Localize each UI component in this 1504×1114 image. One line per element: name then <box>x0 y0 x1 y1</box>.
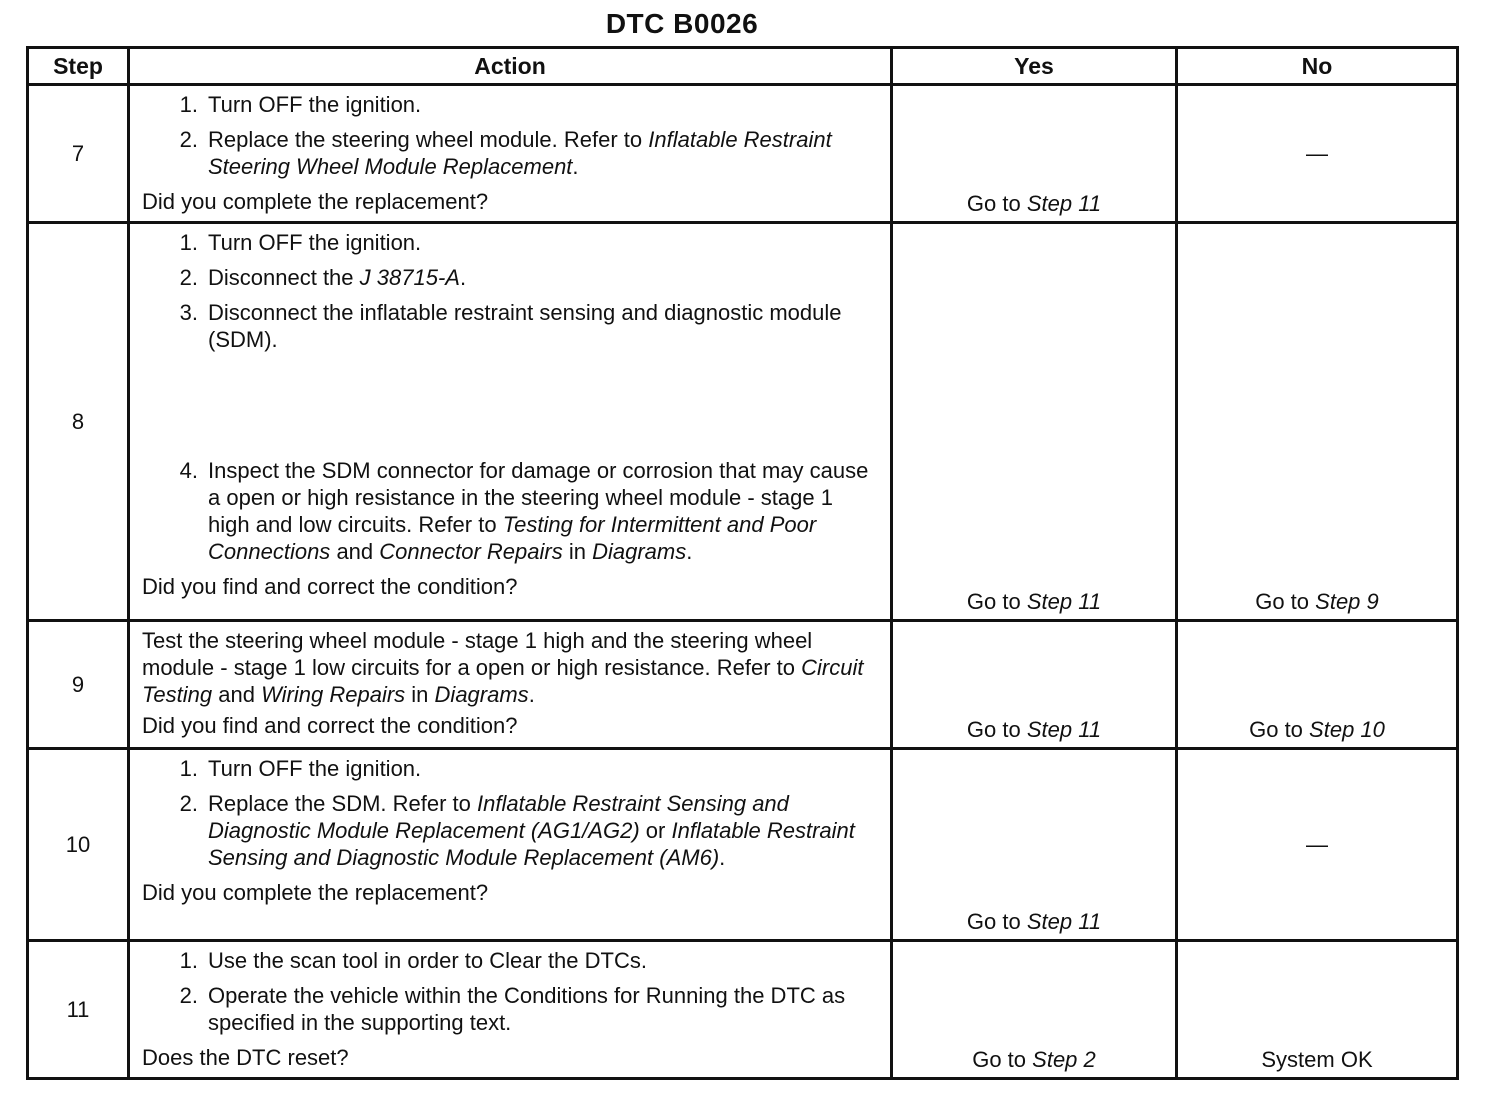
step-number: 11 <box>28 941 129 1079</box>
step-number: 10 <box>28 749 129 941</box>
yes-cell: Go to Step 11 <box>892 749 1177 941</box>
goto-link[interactable]: Step 11 <box>1026 589 1102 614</box>
tool-reference[interactable]: J 38715-A <box>359 265 460 290</box>
reference-link[interactable]: Diagrams <box>592 539 687 564</box>
question: Does the DTC reset? <box>142 1045 349 1070</box>
table-row <box>28 621 1458 749</box>
list-item: 2. Disconnect the J 38715-A. <box>179 265 467 290</box>
reference-link[interactable]: Connector Repairs <box>379 539 563 564</box>
action-cell <box>129 749 892 941</box>
list-item: 1. Turn OFF the ignition. <box>179 230 422 255</box>
diagnostic-table <box>26 46 1459 1080</box>
no-cell: System OK <box>1177 941 1458 1079</box>
header-no: No <box>1177 48 1458 85</box>
reference-link[interactable]: Inflatable Restraint Sensing and Diagnostic Module Replacement (AG1/AG2) <box>208 791 789 843</box>
action-cell <box>129 941 892 1079</box>
reference-link[interactable]: Circuit Testing <box>142 655 864 707</box>
list-item: 3. Disconnect the inflatable restraint sensing and diagnostic module (SDM). <box>179 300 842 352</box>
no-cell: — <box>1177 749 1458 941</box>
header-action: Action <box>129 48 892 85</box>
yes-cell: Go to Step 11 <box>892 621 1177 749</box>
question: Did you find and correct the condition? <box>142 713 518 738</box>
no-cell: Go to Step 10 <box>1177 621 1458 749</box>
step-number: 7 <box>28 85 129 223</box>
table-row <box>28 223 1458 621</box>
reference-link[interactable]: Diagrams <box>434 682 529 707</box>
goto-link[interactable]: Step 2 <box>1032 1047 1096 1072</box>
reference-link[interactable]: Inflatable Restraint Sensing and Diagnostic Module Replacement (AM6) <box>208 818 855 870</box>
yes-cell: Go to Step 11 <box>892 85 1177 223</box>
question: Did you complete the replacement? <box>142 189 489 214</box>
header-step: Step <box>28 48 129 85</box>
list-item: 2. Replace the steering wheel module. Refer to Inflatable Restraint Steering Wheel Module Replacement. <box>179 127 832 179</box>
question: Did you complete the replacement? <box>142 880 489 905</box>
step-number: 9 <box>28 621 129 749</box>
action-cell <box>129 85 892 223</box>
list-item: 4. Inspect the SDM connector for damage or corrosion that may cause a open or high resistance in the steering wheel module - stage 1 high and low circuits. Refer to Testing for Intermittent and Poor Connections and Connector Repairs in Diagrams. <box>179 458 869 564</box>
page-title: DTC B0026 <box>605 8 759 39</box>
action-text: Test the steering wheel module - stage 1 high and the steering wheel module - stage 1 low circuits for a open or high resistance. Refer to Circuit Testing and Wiring Repairs in Diagrams. <box>142 628 864 707</box>
step-number: 8 <box>28 223 129 621</box>
question: Did you find and correct the condition? <box>142 574 518 599</box>
list-item: 2. Operate the vehicle within the Conditions for Running the DTC as specified in the supporting text. <box>179 983 846 1035</box>
goto-link[interactable]: Step 10 <box>1309 717 1385 742</box>
spacer <box>142 361 878 457</box>
list-item: 1. Turn OFF the ignition. <box>179 92 422 117</box>
goto-link[interactable]: Step 9 <box>1315 589 1379 614</box>
list-item: 1. Use the scan tool in order to Clear the DTCs. <box>179 948 647 973</box>
reference-link[interactable]: Testing for Intermittent and Poor Connections <box>208 512 817 564</box>
action-cell <box>129 223 892 621</box>
yes-cell: Go to Step 2 <box>892 941 1177 1079</box>
no-cell: Go to Step 9 <box>1177 223 1458 621</box>
table-row <box>28 85 1458 223</box>
reference-link[interactable]: Inflatable Restraint Steering Wheel Module Replacement <box>208 127 832 179</box>
reference-link[interactable]: Wiring Repairs <box>261 682 406 707</box>
table-row <box>28 749 1458 941</box>
list-item: 2. Replace the SDM. Refer to Inflatable Restraint Sensing and Diagnostic Module Replacement (AG1/AG2) or Inflatable Restraint Sensing and Diagnostic Module Replacement (AM6). <box>179 791 855 870</box>
table-row <box>28 941 1458 1079</box>
list-item: 1. Turn OFF the ignition. <box>179 756 422 781</box>
header-row <box>28 48 1458 85</box>
goto-link[interactable]: Step 11 <box>1026 909 1102 934</box>
goto-link[interactable]: Step 11 <box>1026 191 1102 216</box>
action-cell <box>129 621 892 749</box>
goto-link[interactable]: Step 11 <box>1026 717 1102 742</box>
no-cell: — <box>1177 85 1458 223</box>
yes-cell: Go to Step 11 <box>892 223 1177 621</box>
header-yes: Yes <box>892 48 1177 85</box>
